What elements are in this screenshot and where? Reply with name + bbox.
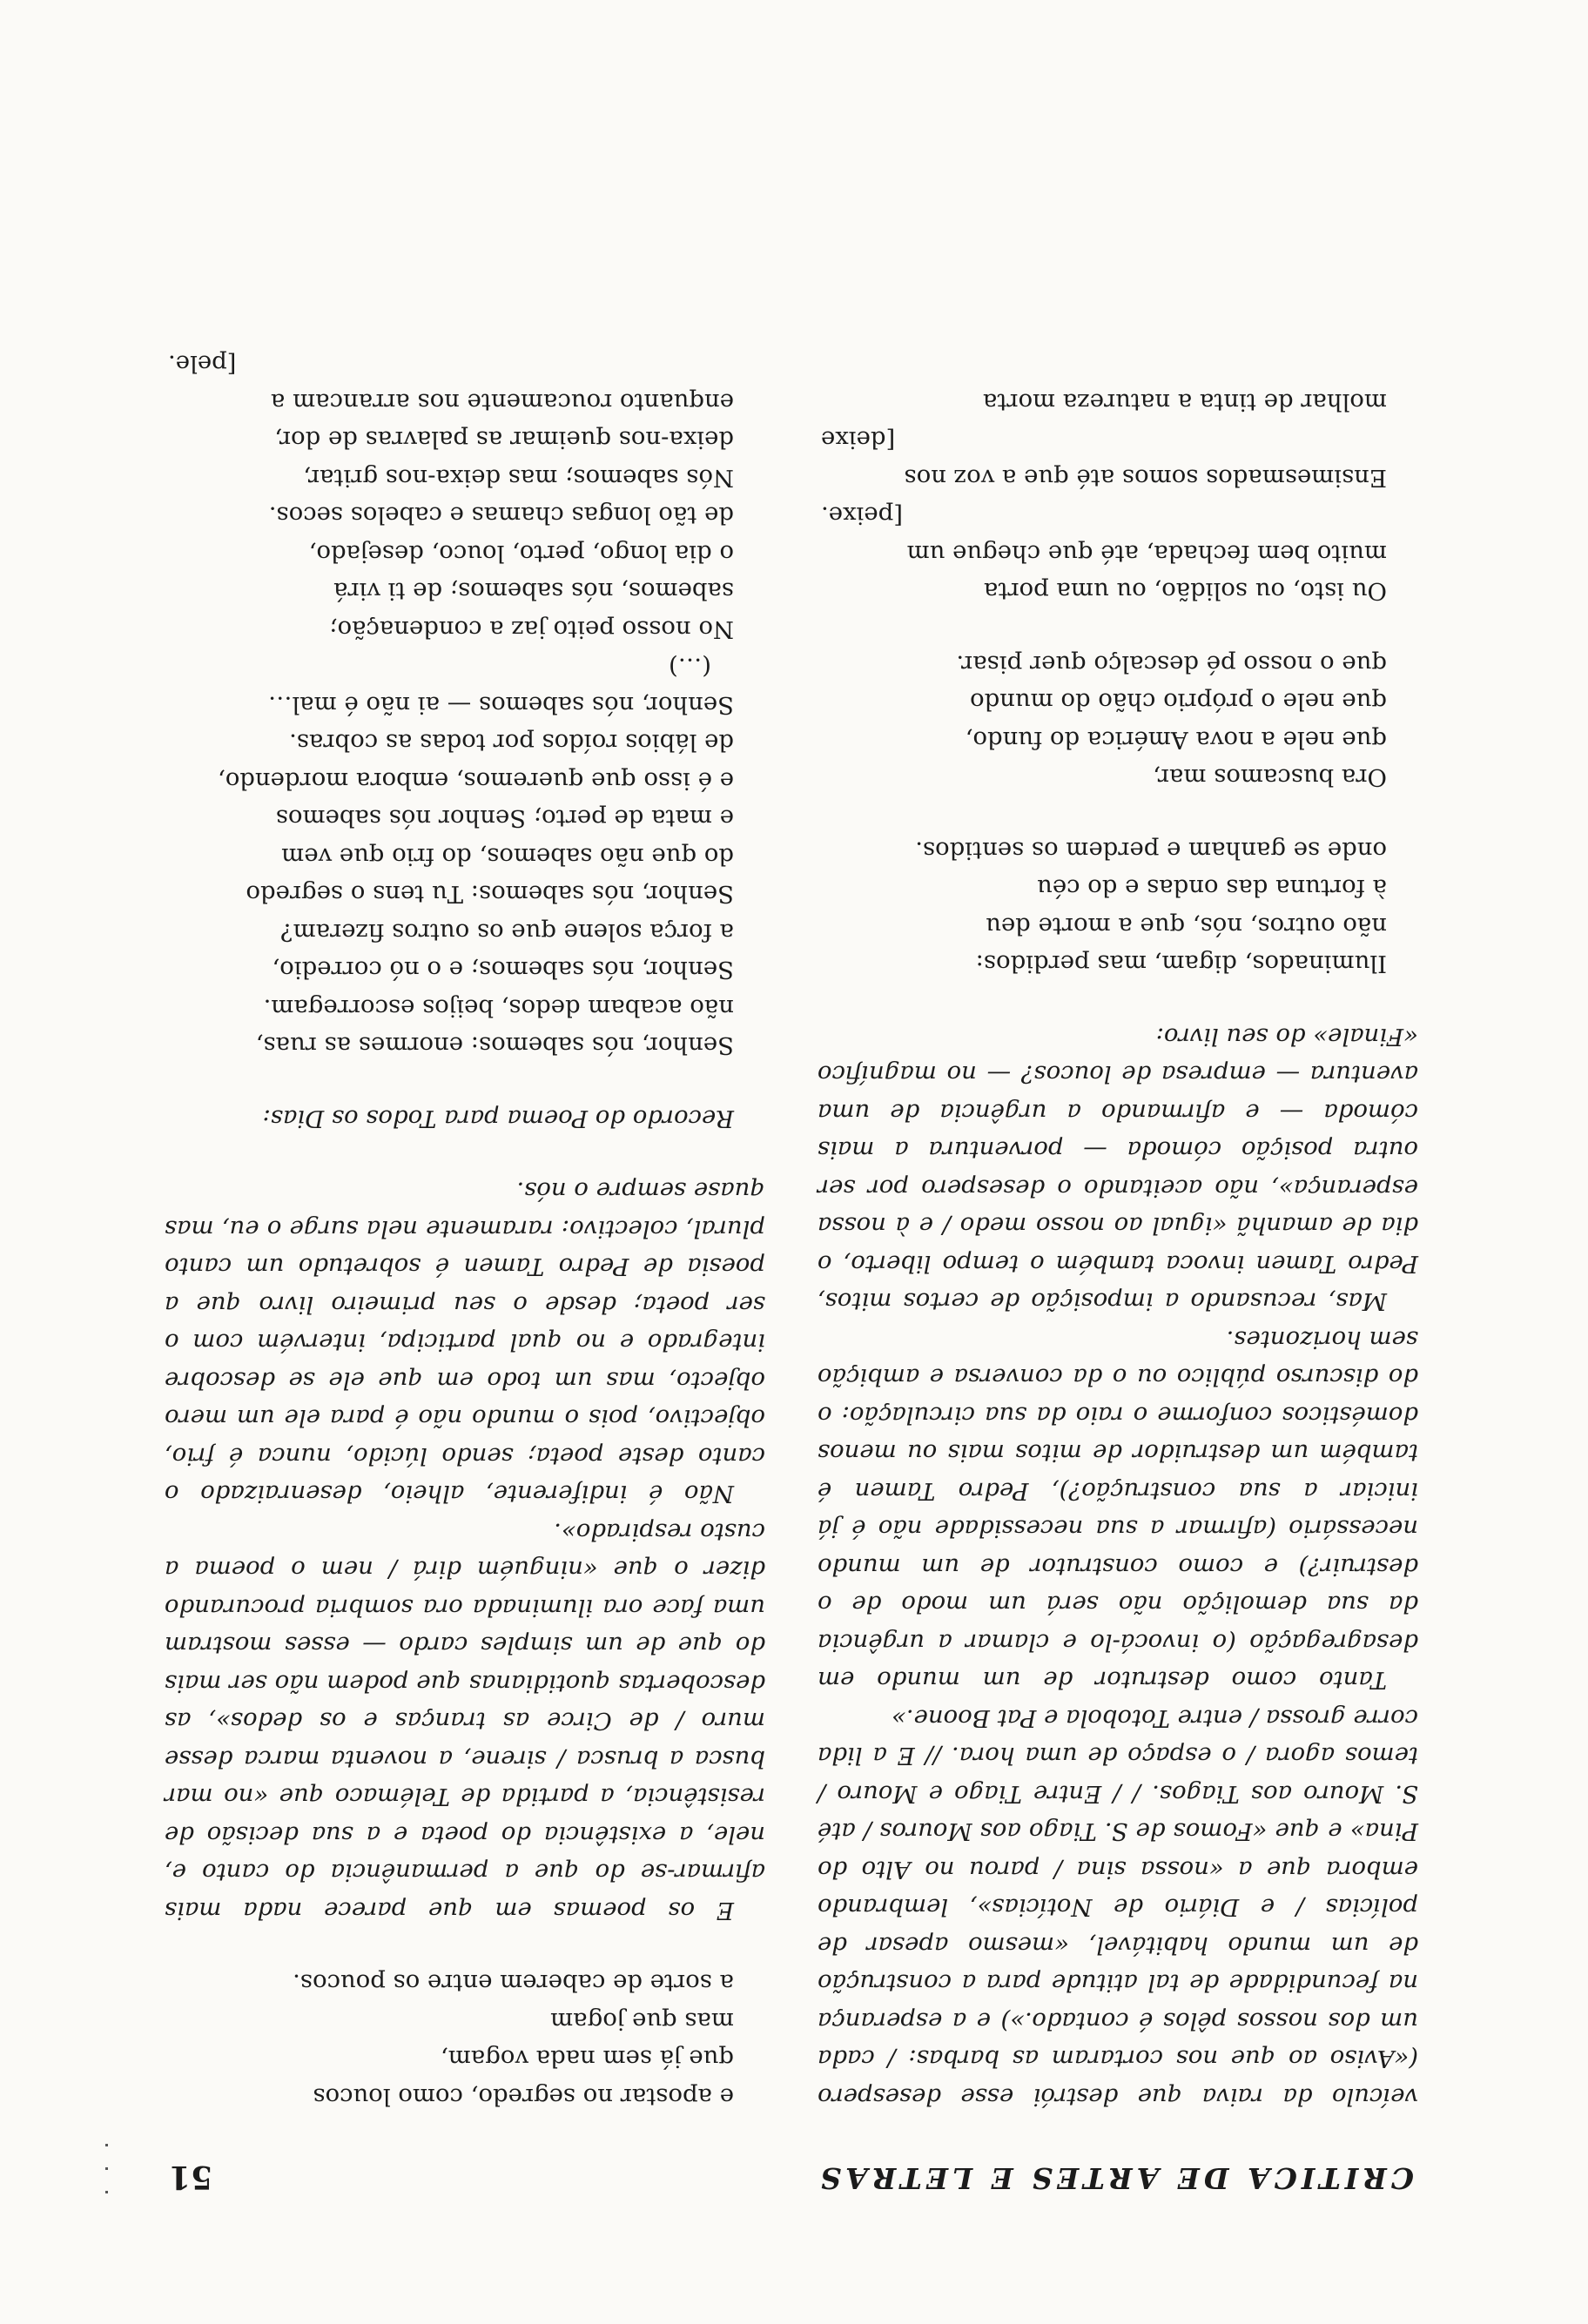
verse-line: Senhor, nós sabemos; e o nó corredio, [272,956,734,984]
verse-line: do que não sabemos, do frio que vem [281,843,734,870]
verse-line: Iluminados, digam, mas perdidos: [975,950,1387,978]
verse-line: onde se ganham e perdem os sentidos. [915,836,1387,864]
verse-line: [peixe. [821,501,903,530]
verse-line: que nele a nova América do fundo, [965,726,1387,754]
page-number: 51 [169,2159,213,2195]
verse-line: Senhor, nós sabemos — ai não é mal… [267,691,734,719]
verse-line: e é isso que queremos, embora mordendo, [218,767,734,795]
stanza-gap [165,1065,765,1099]
verse-line: molhar de tinta a natureza morta [982,388,1387,416]
verse-line: [pele. [168,350,237,379]
prose-paragraph: Mas, recusando a imposição de certos mitos, Pedro Tamen invoca também o tempo liberto, o dia de amanhã «igual ao nosso medo / e à nossa esperança», não aceitando o desespero por ser outra posição cómoda — porventura a mais cómoda — e afirmando a urgência de uma aventura — empresa de loucos? — no magnífico «Finale» do seu livro: [818,1023,1418,1316]
prose-paragraph: veículo da raiva que destrói esse desespero («Aviso ao que nos cortaram as barbas: / cada um dos nossos pêlos é contado.») e a esperança na fecundidade de tal atitude para a construção de um mundo habitável, «mesmo apesar de polícias / e Diário de Notícias», lembrando embora que a «nossa sina / parou no Alto do Pina» e que «Fomos de S. Tiago aos Mouros / até S. Mouro aos Tiagos. / / Entre Tiago e Mouro / temos agora / o espaço de uma hora. // E a lida corre grossa / entre Totobola e Pat Boone.» [818,1704,1418,2111]
running-head [169,2143,1414,2195]
verse-line: Senhor, nós sabemos: enormes as ruas, [255,1031,734,1060]
stanza-gap [818,983,1418,1018]
verse-line: não acabam dedos, beijos escorregam. [263,994,734,1022]
verse-line: muito bem fechada, até que chegue um [906,540,1387,568]
verse-line: a sorte de caberem entre os poucos. [293,1969,734,1998]
verse-line: No nosso peito jaz a condenação; [329,615,734,643]
verse-line: não outros, nós, que a morte deu [986,912,1387,940]
verse-line: enquanto roucamente nos arrancam a [270,388,734,416]
verse-line: e mata de perto; Senhor nós sabemos [275,804,734,833]
verse-stanza [165,345,765,1065]
stanza-gap [818,610,1418,645]
prose-paragraph: E os poemas em que parece nada mais afirmar-se do que a permanência do canto e, nele, a existência do poeta e a sua decisão de resistência, a partida de Telémaco que «no mar busca a brusca / sirene, a noventa marca desse muro / de Circe as tranças e os dedos», as descobertas quotidianas que podem não ser mais do que de um simples cardo — esses mostram uma face ora iluminada ora sombria procurando dizer o que «ninguém dirá / nem o poema a custo respirado». [165,1518,765,1924]
verse-line: de tão longas chamas e cabelos secos. [268,501,734,530]
verse-line: a força solene que os outros fizeram? [279,918,734,946]
verse-line: que nele o próprio chão do mundo [970,688,1387,716]
verse-line: que o nosso pé descalço quer pisar. [956,650,1387,678]
verse-line: [deixe [821,426,896,454]
running-title: CRITICA DE ARTES E LETRAS [816,2161,1414,2195]
verse-line: Ou isto, ou solidão, ou uma porta [984,577,1387,606]
right-column [165,345,765,2115]
margin-dots [104,2089,108,2193]
prose-paragraph: Não é indiferente, alheio, desenraizado o canto deste poeta; sendo lúcido, nunca é frio, objectivo, pois o mundo não é para ele um mero objecto, mas um todo em que ele se descobre integrado e no qual participa, intervém com o ser poeta; desde o seu primeiro livro que a poesia de Pedro Tamen é sobretudo um canto plural, colectivo: raramente nela surge o eu, mas quase sempre o nós. [165,1177,765,1508]
verse-line: que já sem nada vogam, [441,2045,734,2073]
verse-line: e apostar no segredo, como loucos [313,2083,734,2111]
verse-line: de lábios roídos por todas as cobras. [289,729,734,757]
stanza-gap [165,1929,765,1964]
verse-line: (…) [669,653,711,682]
prose-paragraph: Tanto como destrutor de um mundo em desagregação (o invocá-lo e clamar a urgência da sua demolição não será um modo de o destruir?) e como construtor de um mundo necessário (afirmar a sua necessidade não é já iniciar a sua construção?), Pedro Tamen é também um destruidor de mitos mais ou menos domésticos conforme o raio da sua circulação: o do discurso público ou o da conversa e ambição sem horizontes. [818,1326,1418,1695]
verse-line: mas que jogam [550,2007,734,2035]
verse-line: Ensimesmados somos até que a voz nos [904,464,1387,492]
verse-stanza [818,831,1418,983]
poem-source-line: Recordo do Poema para Todos os Dias: [262,1105,734,1132]
verse-line: deixa-nos queimar as palavras de dor, [274,426,734,454]
stanza-gap [818,796,1418,831]
verse-line: Senhor, nós sabemos: Tu tens o segredo [246,880,734,909]
verse-line: à fortuna das ondas e do céu [1037,874,1387,903]
left-column [818,383,1418,2116]
verse-line: sabemos, nós sabemos; de ti virá [333,577,734,606]
verse-line: Ora buscamos mar, [1153,763,1387,792]
verse-line: o dia longo, perto, louco, desejado, [308,540,734,568]
verse-stanza [165,1964,765,2115]
verse-stanza [818,645,1418,796]
verse-stanza [818,383,1418,610]
stanza-gap [165,1137,765,1172]
verse-line: Nós sabemos; mas deixa-nos gritar, [303,464,734,492]
